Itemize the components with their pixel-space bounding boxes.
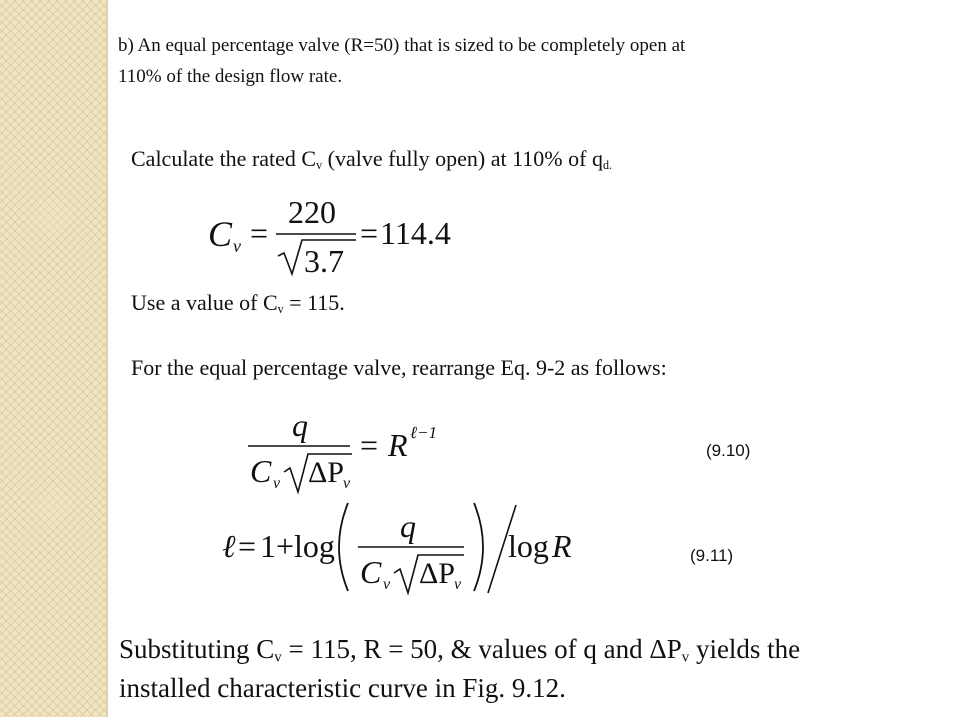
use-value-line: [131, 290, 345, 317]
calculate-sub-v: v: [316, 158, 323, 173]
equation-9-11: [218, 497, 588, 597]
eq911-left-paren: [339, 503, 348, 591]
intro-line-1: b) An equal percentage valve (R=50) that is sized to be completely open at: [118, 35, 686, 56]
eq-label-9-10: (9.10): [706, 441, 751, 460]
conclusion-text-2: = 115, R = 50, & values of q and ΔP: [281, 634, 682, 664]
eq910-dP-sub: v: [343, 475, 351, 492]
eq1-radicand: 3.7: [304, 243, 344, 279]
conclusion-line-2: installed characteristic curve in Fig. 9.12.: [119, 673, 566, 703]
stripe-edge: [106, 0, 108, 717]
eq911-R: R: [552, 528, 572, 564]
conclusion-text-3: yields the: [689, 634, 801, 664]
equation-9-10: [240, 410, 470, 500]
eq910-q: q: [292, 410, 308, 443]
use-sub-v: v: [277, 302, 284, 317]
conclusion-text-1: Substituting C: [119, 634, 275, 664]
eq911-dP: ΔP: [419, 557, 455, 590]
eq911-one-plus: 1+: [260, 528, 295, 564]
calculate-text-2: (valve fully open) at 110% of q: [322, 146, 603, 171]
eq911-ell: ℓ: [222, 528, 236, 564]
eq910-R: R: [388, 427, 408, 463]
eq911-equals: =: [238, 528, 257, 564]
eq911-dP-sub: v: [454, 576, 462, 593]
calculate-line: [131, 146, 612, 173]
eq911-q: q: [400, 508, 416, 544]
use-text-2: = 115.: [283, 290, 345, 315]
eq910-C: C: [250, 453, 272, 489]
rearrange-line: For the equal percentage valve, rearrange Eq. 9-2 as follows:: [131, 355, 667, 380]
eq1-C: C: [208, 214, 233, 254]
eq1-equals-2: =: [360, 215, 379, 251]
eq910-exponent: ℓ−1: [410, 423, 438, 442]
eq911-C-sub: v: [383, 576, 391, 593]
intro-line-2: 110% of the design flow rate.: [118, 66, 343, 87]
eq1-C-sub: v: [233, 236, 241, 256]
eq911-right-paren: [474, 503, 483, 591]
eq911-log: log: [294, 528, 335, 564]
eq911-C: C: [360, 554, 382, 590]
calculate-sub-d: d.: [602, 158, 613, 173]
decorative-side-stripe: [0, 0, 106, 717]
eq910-equals: =: [360, 427, 379, 463]
equation-cv: [200, 190, 460, 280]
eq1-result: 114.4: [380, 215, 451, 251]
conclusion-sub-v-1: v: [274, 649, 282, 666]
use-text-1: Use a value of C: [131, 290, 278, 315]
eq910-dP: ΔP: [308, 456, 344, 489]
eq910-C-sub: v: [273, 475, 281, 492]
conclusion-sub-v-2: v: [681, 649, 690, 666]
eq1-numerator: 220: [288, 194, 336, 230]
eq-label-9-11: (9.11): [690, 546, 734, 565]
eq1-equals: =: [250, 215, 269, 251]
eq911-slash-log: log: [508, 528, 549, 564]
calculate-text-1: Calculate the rated C: [131, 146, 317, 171]
